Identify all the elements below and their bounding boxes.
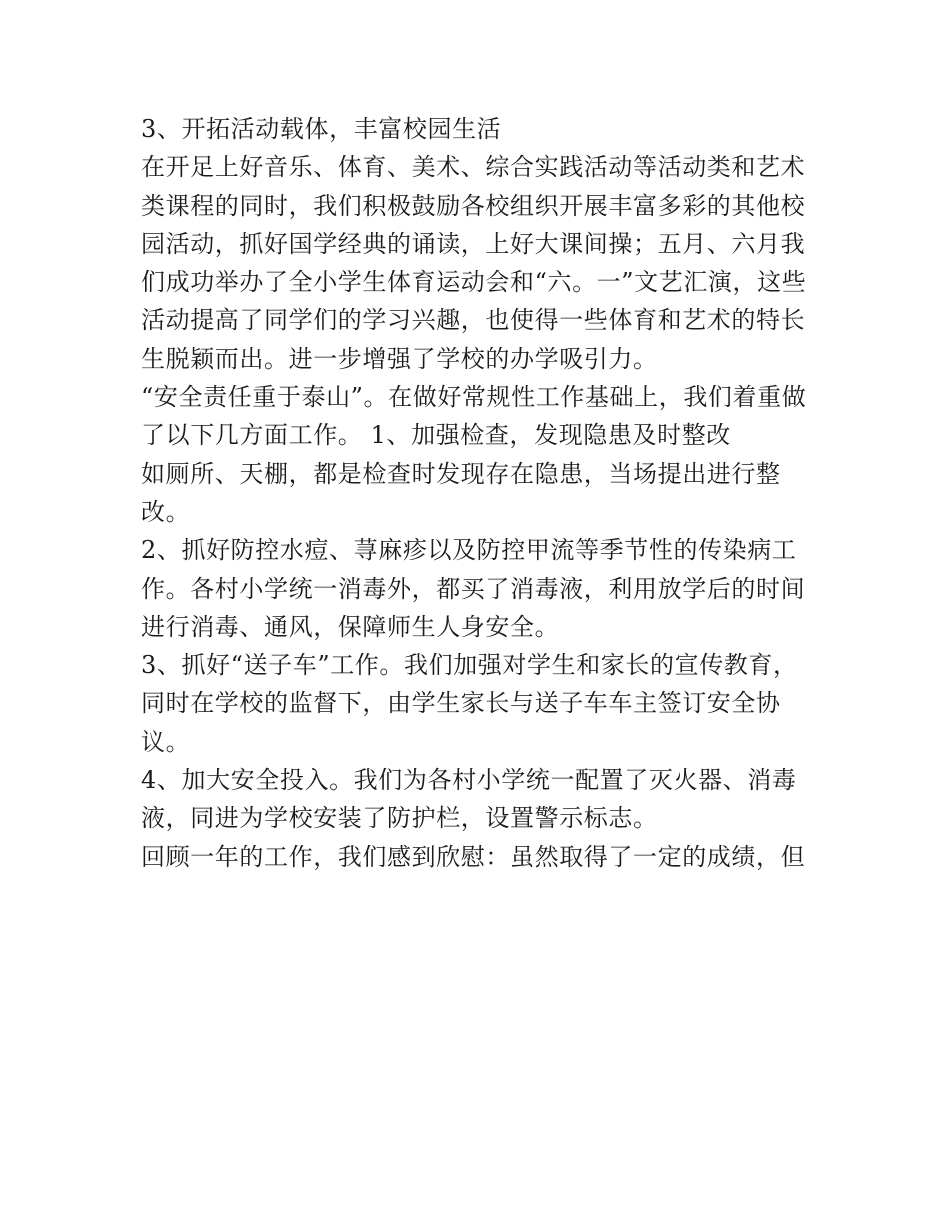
- document-body: [141, 110, 821, 876]
- text-line: 在开足上好音乐、体育、美术、综合实践活动等活动类和艺术: [141, 153, 806, 182]
- text-line: 改。: [141, 497, 191, 526]
- text-line: 4、加大安全投入。我们为各村小学统一配置了灭火器、消毒: [141, 766, 797, 795]
- text-line: 们成功举办了全小学生体育运动会和“六。一”文艺汇演，这些: [141, 268, 807, 297]
- text-line: 回顾一年的工作，我们感到欣慰：虽然取得了一定的成绩，但: [141, 842, 806, 871]
- text-line: 液，同进为学校安装了防护栏，设置警示标志。: [141, 804, 658, 833]
- text-line: 生脱颖而出。进一步增强了学校的办学吸引力。: [141, 344, 658, 373]
- text-line: 进行消毒、通风，保障师生人身安全。: [141, 612, 560, 641]
- text-line: 活动提高了同学们的学习兴趣，也使得一些体育和艺术的特长: [141, 306, 806, 335]
- text-line: 同时在学校的监督下，由学生家长与送子车车主签订安全协: [141, 689, 781, 718]
- section-heading-activities: 3、开拓活动载体，丰富校园生活: [141, 115, 502, 143]
- text-line: “安全责任重于泰山”。在做好常规性工作基础上，我们着重做: [141, 383, 807, 412]
- text-line: 议。: [141, 727, 191, 756]
- text-line: 类课程的同时，我们积极鼓励各校组织开展丰富多彩的其他校: [141, 191, 806, 220]
- text-line: 作。各村小学统一消毒外，都买了消毒液，利用放学后的时间: [141, 574, 806, 603]
- text-line: 了以下几方面工作。 1、加强检查，发现隐患及时整改: [141, 421, 731, 450]
- text-line: 如厕所、天棚，都是检查时发现存在隐患，当场提出进行整: [141, 459, 781, 488]
- text-line: 园活动，抓好国学经典的诵读，上好大课间操；五月、六月我: [141, 229, 806, 258]
- text-line: 2、抓好防控水痘、荨麻疹以及防控甲流等季节性的传染病工: [141, 536, 797, 565]
- text-line: 3、抓好“送子车”工作。我们加强对学生和家长的宣传教育，: [141, 651, 798, 680]
